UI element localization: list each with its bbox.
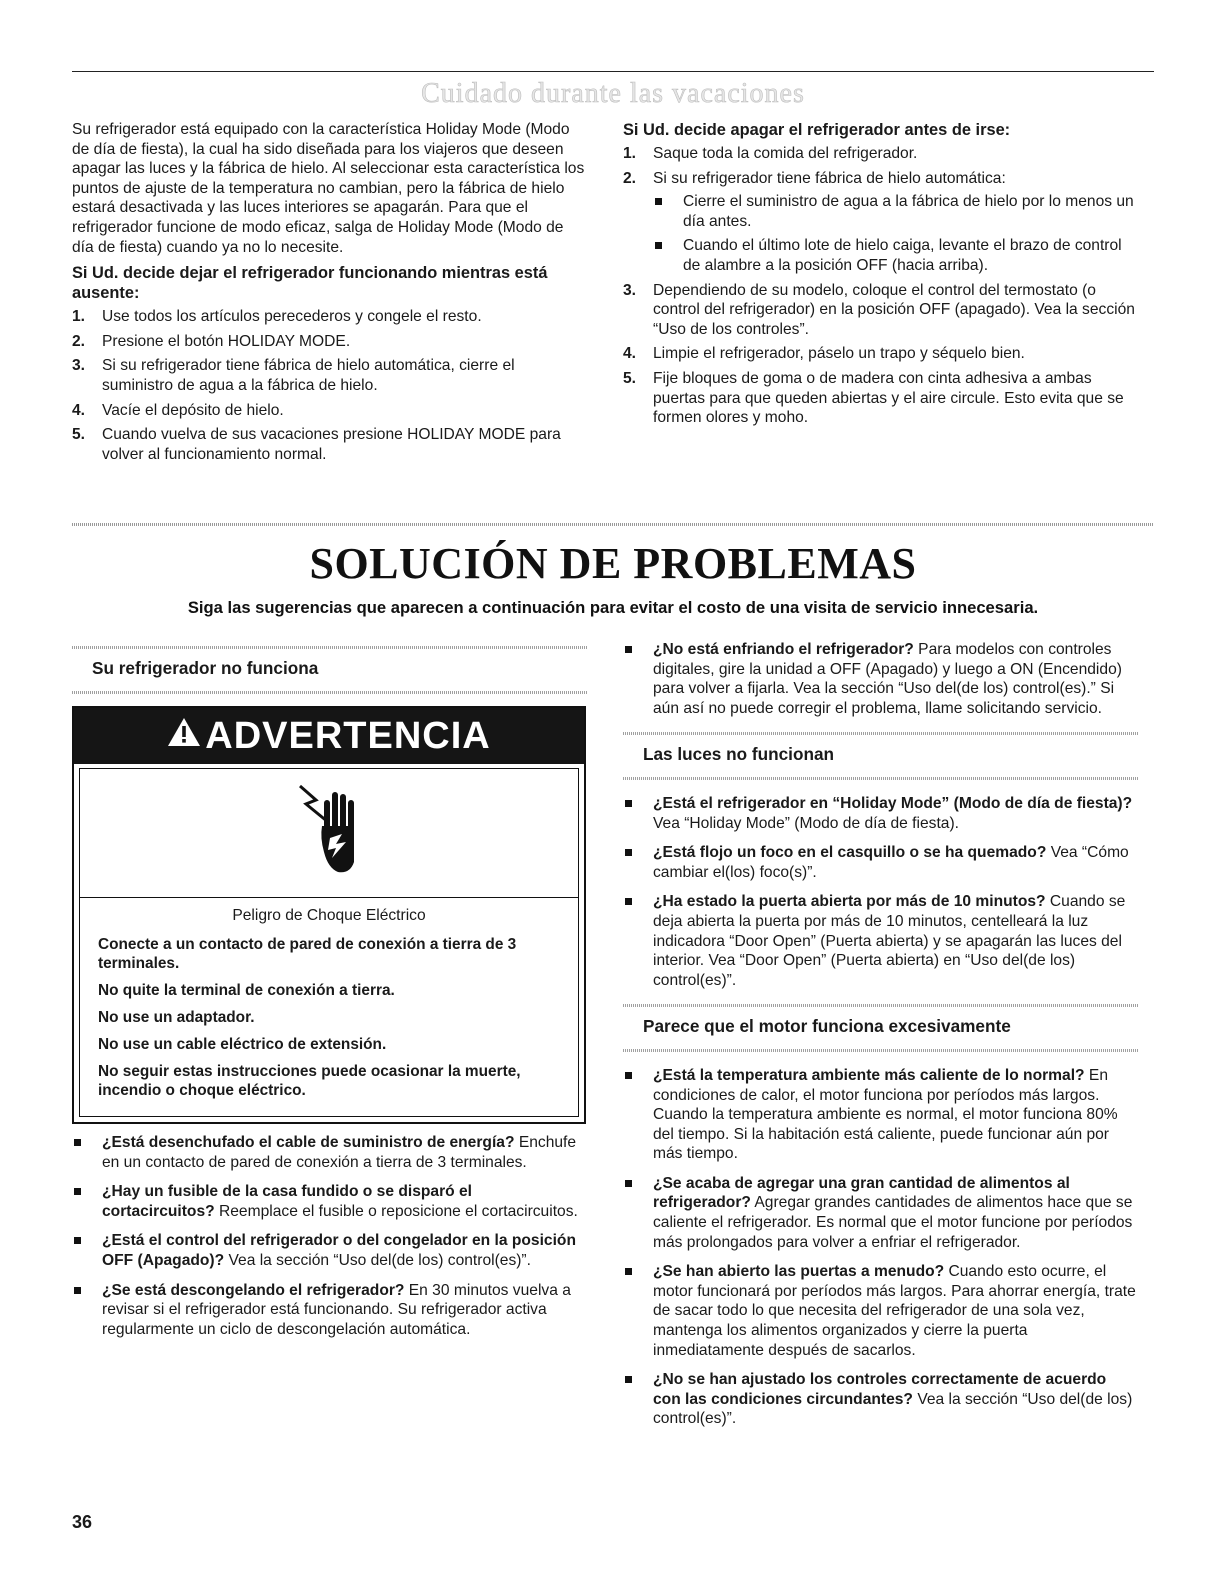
- list-item: ¿Se acaba de agregar una gran cantidad de alimentos al refrigerador? Agregar grandes cantidades de alimentos hace que se caliente el refrigerador. Es normal que el motor funcione por períodos más prolongados para volver a enfriar el refrigerador.: [623, 1174, 1138, 1252]
- list-item: ¿Está el control del refrigerador o del congelador en la posición OFF (Apagado)? Vea la sección “Uso del(de los) control(es)”.: [72, 1231, 587, 1270]
- leave-on-heading: Si Ud. decide dejar el refrigerador funcionando mientras está ausente:: [72, 264, 548, 303]
- list-item: Cierre el suministro de agua a la fábrica de hielo por lo menos un día antes.: [653, 192, 1135, 231]
- list-item: 3. Dependiendo de su modelo, coloque el control del termostato (o control del refrigerador) en la posición OFF (apagado). Vea la sección “Uso de los controles”.: [623, 281, 1135, 338]
- page-title: SOLUCIÓN DE PROBLEMAS: [309, 539, 917, 588]
- warning-icon-area: [80, 769, 578, 898]
- ice-maker-substeps: [653, 192, 1135, 275]
- section-heading: Parece que el motor funciona excesivamente: [643, 1016, 1011, 1037]
- troubleshoot-list: [623, 794, 1138, 990]
- list-item: 3. Si su refrigerador tiene fábrica de hielo automática, cierre el suministro de agua a la fábrica de hielo.: [72, 357, 515, 394]
- vacation-title: Cuidado durante las vacaciones: [421, 78, 805, 109]
- list-item: 4. Vacíe el depósito de hielo.: [72, 401, 284, 419]
- section-heading: Las luces no funcionan: [643, 744, 835, 765]
- list-item: 5. Fije bloques de goma o de madera con cinta adhesiva a ambas puertas para que queden abiertas y el aire circule. Esto evita que se formen olores y moho.: [623, 369, 1124, 427]
- not-working-section: [72, 646, 587, 694]
- warning-line: No quite la terminal de conexión a tierra.: [98, 982, 395, 999]
- vacation-right-column: [623, 120, 1135, 433]
- warning-caption: Peligro de Choque Eléctrico: [232, 907, 426, 924]
- warning-line: No use un cable eléctrico de extensión.: [98, 1036, 387, 1053]
- list-item: 2. Si su refrigerador tiene fábrica de hielo automática: Cierre el suministro de agua a la fábrica de hielo por lo menos un día antes. Cuando el último lote de hielo caiga, levante el brazo de control de alambre a la posición OFF (hacia arriba).: [623, 169, 1134, 274]
- turn-off-heading: Si Ud. decide apagar el refrigerador antes de irse:: [623, 121, 1011, 139]
- page-number: 36: [72, 1512, 93, 1532]
- divider: [72, 691, 587, 694]
- section-divider: [72, 523, 1154, 526]
- top-rule: [72, 71, 1154, 72]
- list-item: ¿Se han abierto las puertas a menudo? Cuando esto ocurre, el motor funcionará por períodos más largos. Para ahorrar energía, trate de sacar todo lo que necesita del refrigerador de una sola vez, mantenga los alimentos organizados y cierre la puerta inmediatamente después de sacarlos.: [623, 1262, 1138, 1360]
- right-column: [623, 640, 1138, 1429]
- list-item: Cuando el último lote de hielo caiga, levante el brazo de control de alambre a la posición OFF (hacia arriba).: [653, 236, 1135, 275]
- warning-text: [80, 898, 578, 1100]
- troubleshoot-list: [623, 1066, 1138, 1429]
- warning-line: Conecte a un contacto de pared de conexión a tierra de 3 terminales.: [98, 936, 517, 972]
- list-item: 2. Presione el botón HOLIDAY MODE.: [72, 332, 351, 350]
- warning-box: [72, 706, 586, 1124]
- list-item: 1. Saque toda la comida del refrigerador.: [623, 145, 918, 162]
- list-item: ¿Está el refrigerador en “Holiday Mode” (Modo de día de fiesta)? Vea “Holiday Mode” (Modo de día de fiesta).: [623, 794, 1138, 833]
- list-item: ¿No se han ajustado los controles correctamente de acuerdo con las condiciones circundantes? Vea la sección “Uso del(de los) control(es)”.: [623, 1370, 1138, 1429]
- electric-shock-hand-icon: [294, 778, 364, 888]
- warning-line: No seguir estas instrucciones puede ocasionar la muerte, incendio o choque eléctrico.: [98, 1063, 521, 1099]
- divider: [623, 777, 1138, 780]
- troubleshoot-list: [623, 640, 1138, 718]
- list-item: 5. Cuando vuelva de sus vacaciones presione HOLIDAY MODE para volver al funcionamiento normal.: [72, 426, 561, 463]
- list-item: ¿Ha estado la puerta abierta por más de 10 minutos? Cuando se deja abierta la puerta por más de 10 minutos, centelleará la luz indicadora “Door Open” (Puerta abierta) y se apagarán las luces del interior. Vea “Door Open” (Puerta abierta) en “Uso del(de los) control(es)”.: [623, 892, 1138, 990]
- warning-content: [79, 768, 579, 1117]
- list-item: ¿Está la temperatura ambiente más caliente de lo normal? En condiciones de calor, el motor funciona por períodos más largos. Cuando la temperatura ambiente es normal, el motor funciona 80% del tiempo. Si la habitación está caliente, puede funcionar aún por más tiempo.: [623, 1066, 1138, 1164]
- divider: [623, 1049, 1138, 1052]
- leave-on-steps: [72, 307, 587, 464]
- vacation-left-column: [72, 120, 587, 469]
- list-item: 4. Limpie el refrigerador, páselo un trapo y séquelo bien.: [623, 345, 1025, 363]
- warning-triangle-icon: [167, 715, 201, 758]
- troubleshoot-list: [72, 1133, 587, 1339]
- list-item: ¿Está desenchufado el cable de suministro de energía? Enchufe en un contacto de pared de conexión a tierra de 3 terminales.: [72, 1133, 587, 1172]
- section-heading: Su refrigerador no funciona: [92, 658, 319, 678]
- turn-off-steps: [623, 144, 1135, 428]
- list-item: 1. Use todos los artículos perecederos y congele el resto.: [72, 308, 482, 326]
- list-item: ¿No está enfriando el refrigerador? Para modelos con controles digitales, gire la unidad a OFF (Apagado) y luego a ON (Encendido) para volver a fijarla. Vea la sección “Uso del(de los) control(es).” Si aún así no puede corregir el problema, llame solicitando servicio.: [623, 640, 1138, 718]
- vacation-intro: Su refrigerador está equipado con la característica Holiday Mode (Modo de día de fiesta), la cual ha sido diseñada para los viajeros que deseen apagar las luces y la fábrica de hielo. Al seleccionar esta característica los puntos de ajuste de la temperatura no cambian, pero la fábrica de hielo estará desactivada y las luces interiores se apagarán. Para que el refrigerador funcione de modo eficaz, salga de Holiday Mode (Modo de día de fiesta) cuando ya no lo necesite.: [72, 121, 585, 256]
- warning-banner-label: ADVERTENCIA: [205, 714, 491, 757]
- list-item: ¿Se está descongelando el refrigerador? En 30 minutos vuelva a revisar si el refrigerador está funcionando. Su refrigerador activa regularmente un ciclo de descongelación automática.: [72, 1281, 587, 1340]
- list-item: ¿Está flojo un foco en el casquillo o se ha quemado? Vea “Cómo cambiar el(los) foco(s)”.: [623, 843, 1138, 882]
- warning-line: No use un adaptador.: [98, 1009, 255, 1026]
- page-subtitle: Siga las sugerencias que aparecen a continuación para evitar el costo de una visita de servicio innecesaria.: [187, 598, 1039, 617]
- list-item: ¿Hay un fusible de la casa fundido o se disparó el cortacircuitos? Reemplace el fusible o reposicione el cortacircuitos.: [72, 1182, 587, 1221]
- warning-banner: [74, 708, 584, 764]
- not-working-items: [72, 1133, 587, 1349]
